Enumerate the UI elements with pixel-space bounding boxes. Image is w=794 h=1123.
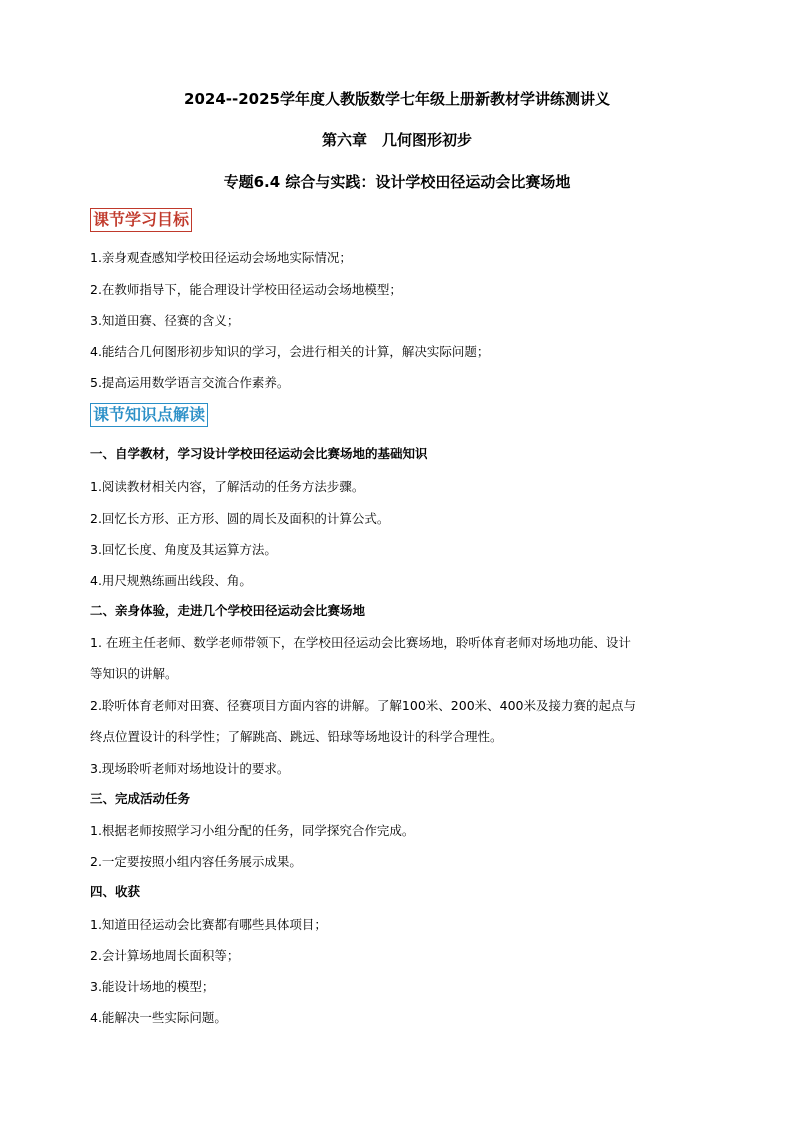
main-title: 2024--2025学年度人教版数学七年级上册新教材学讲练测讲义 — [184, 90, 610, 108]
section-heading: 二、亲身体验，走进几个学校田径运动会比赛场地 — [90, 603, 366, 618]
list-item: 2.一定要按照小组内容任务展示成果。 — [90, 854, 302, 869]
topic-title: 专题6.4 综合与实践：设计学校田径运动会比赛场地 — [223, 173, 571, 191]
objective-item: 2.在教师指导下，能合理设计学校田径运动会场地模型； — [90, 282, 402, 297]
list-item: 1. 在班主任老师、数学老师带领下，在学校田径运动会比赛场地，聆听体育老师对场地功能、设计 — [90, 635, 631, 650]
list-item: 1.根据老师按照学习小组分配的任务，同学探究合作完成。 — [90, 823, 415, 838]
objective-item: 1.亲身观查感知学校田径运动会场地实际情况； — [90, 250, 352, 265]
list-item: 2.聆听体育老师对田赛、径赛项目方面内容的讲解。了解100米、200米、400米及接力赛的起点与 — [90, 698, 637, 713]
section-heading: 三、完成活动任务 — [90, 791, 191, 806]
list-item: 3.现场聆听老师对场地设计的要求。 — [90, 761, 290, 776]
list-item: 1.知道田径运动会比赛都有哪些具体项目； — [90, 917, 327, 932]
list-item: 3.能设计场地的模型； — [90, 979, 215, 994]
objective-item: 4.能结合几何图形初步知识的学习，会进行相关的计算，解决实际问题； — [90, 344, 490, 359]
list-item: 2.回忆长方形、正方形、圆的周长及面积的计算公式。 — [90, 511, 390, 526]
knowledge-label: 课节知识点解读 — [90, 403, 208, 427]
chapter-title: 第六章 几何图形初步 — [321, 131, 472, 149]
list-item: 1.阅读教材相关内容，了解活动的任务方法步骤。 — [90, 479, 365, 494]
objective-item: 5.提高运用数学语言交流合作素养。 — [90, 375, 290, 390]
list-item: 3.回忆长度、角度及其运算方法。 — [90, 542, 277, 557]
section-heading: 一、自学教材，学习设计学校田径运动会比赛场地的基础知识 — [90, 446, 428, 461]
list-item: 2.会计算场地周长面积等； — [90, 948, 240, 963]
list-item: 4.能解决一些实际问题。 — [90, 1010, 227, 1025]
objectives-label: 课节学习目标 — [90, 208, 192, 232]
list-item: 4.用尺规熟练画出线段、角。 — [90, 573, 252, 588]
list-item: 等知识的讲解。 — [90, 666, 178, 681]
section-heading: 四、收获 — [90, 884, 141, 899]
list-item: 终点位置设计的科学性；了解跳高、跳远、铅球等场地设计的科学合理性。 — [90, 729, 503, 744]
objective-item: 3.知道田赛、径赛的含义； — [90, 313, 240, 328]
